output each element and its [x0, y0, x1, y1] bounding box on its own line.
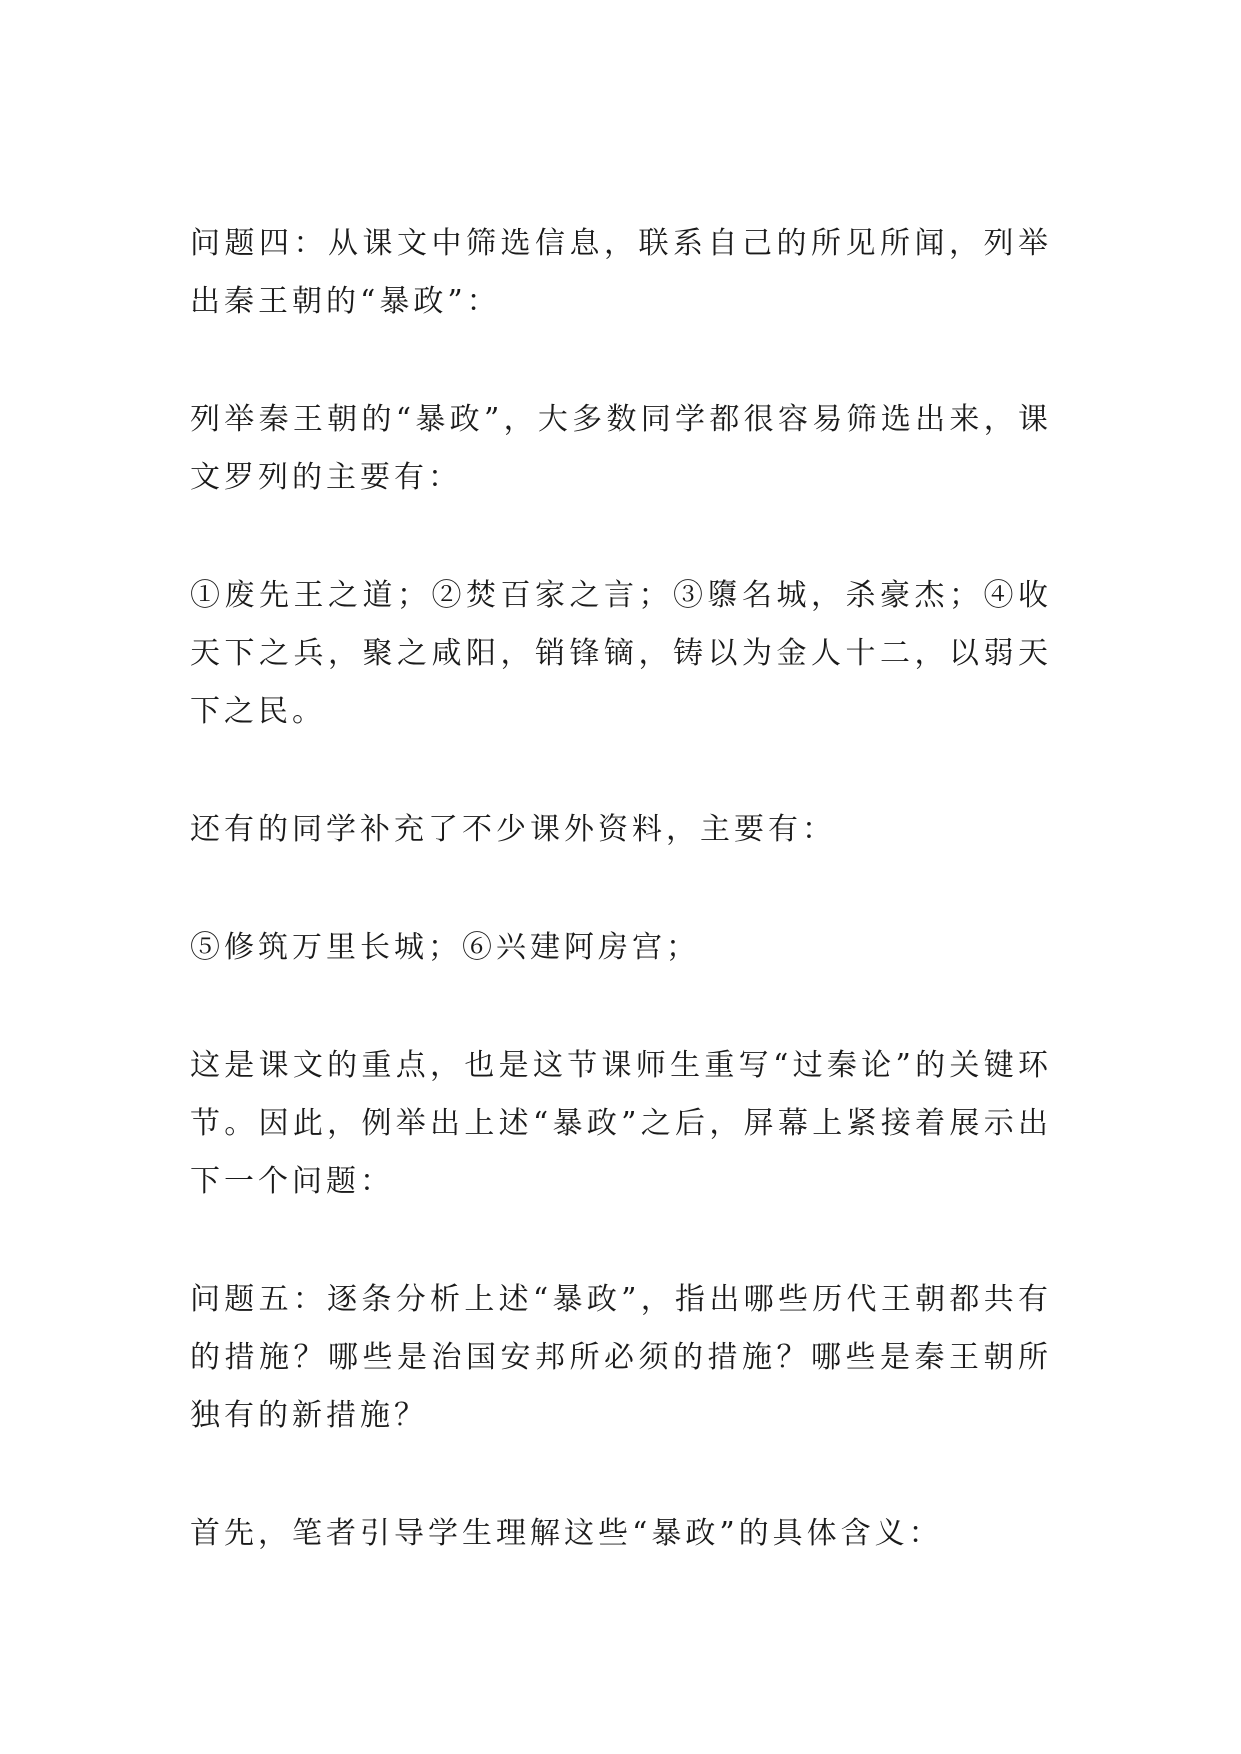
- paragraph-supplement-list: ⑤修筑万里长城；⑥兴建阿房宫；: [190, 930, 700, 965]
- paragraph-question-four: 问题四：从课文中筛选信息，联系自己的所见所闻，列举出秦王朝的“暴政”：: [190, 226, 1052, 319]
- paragraph-listing-intro: 列举秦王朝的“暴政”，大多数同学都很容易筛选出来，课文罗列的主要有：: [190, 402, 1052, 495]
- paragraph-question-five: 问题五：逐条分析上述“暴政”，指出哪些历代王朝都共有的措施？哪些是治国安邦所必须的措施？哪些是秦王朝所独有的新措施？: [190, 1282, 1052, 1433]
- paragraph-supplement-intro: 还有的同学补充了不少课外资料，主要有：: [190, 812, 836, 847]
- paragraph-first-step: 首先，笔者引导学生理解这些“暴政”的具体含义：: [190, 1516, 943, 1551]
- document-body: [190, 215, 1052, 1623]
- paragraph-tyranny-list: ①废先王之道；②焚百家之言；③隳名城，杀豪杰；④收天下之兵，聚之咸阳，销锋镝，铸以为金人十二，以弱天下之民。: [190, 578, 1052, 729]
- paragraph-key-point: 这是课文的重点，也是这节课师生重写“过秦论”的关键环节。因此，例举出上述“暴政”之后，屏幕上紧接着展示出下一个问题：: [190, 1048, 1052, 1199]
